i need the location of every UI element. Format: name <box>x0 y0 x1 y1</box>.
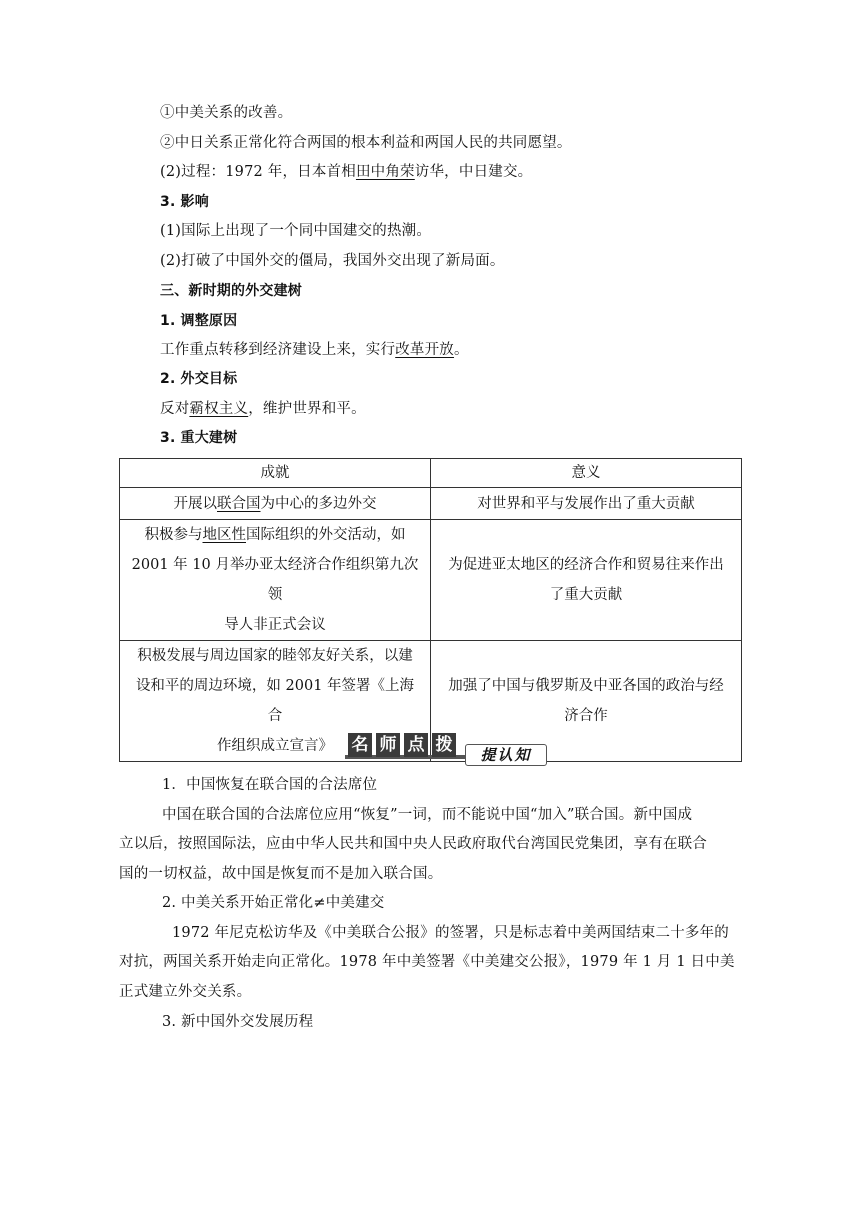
table-row <box>120 520 742 641</box>
note-paragraph-2-line: 对抗，两国关系开始走向正常化。1978 年中美签署《中美建交公报》，1979 年 1 月 1 日中美 <box>119 954 735 970</box>
heading-major-achievements: 3. 重大建树 <box>160 430 238 446</box>
item-impact-2: (2)打破了中国外交的僵局，我国外交出现了新局面。 <box>160 253 505 269</box>
item-impact-1: (1)国际上出现了一个同中国建交的热潮。 <box>160 223 432 239</box>
item-sino-us-improvement: ①中美关系的改善。 <box>160 105 293 121</box>
item-diplomatic-goal: 反对霸权主义，维护世界和平。 <box>160 401 366 417</box>
note-paragraph-1-line: 立以后，按照国际法，应由中华人民共和国中央人民政府取代台湾国民党集团，享有在联合 <box>119 836 707 852</box>
banner-char: 师 <box>376 733 400 757</box>
underlined-term: 改革开放 <box>395 342 455 358</box>
achievements-table <box>119 458 742 762</box>
header-achievement: 成就 <box>120 459 431 488</box>
note-heading-1: 1．中国恢复在联合国的合法席位 <box>162 777 378 793</box>
cell-achievement: 积极参与地区性国际组织的外交活动，如 2001 年 10 月举办亚太经济合作组织第九次领 导人非正式会议 <box>120 520 431 641</box>
table-header-row <box>120 459 742 488</box>
heading-diplomatic-goal: 2. 外交目标 <box>160 371 238 387</box>
heading-adjust-reason: 1. 调整原因 <box>160 313 238 329</box>
banner-char: 点 <box>404 733 428 757</box>
note-heading-2: 2. 中美关系开始正常化≠中美建交 <box>162 895 385 911</box>
table-row <box>120 488 742 520</box>
header-significance: 意义 <box>431 459 742 488</box>
underlined-term: 田中角荣 <box>355 164 415 180</box>
underlined-term: 霸权主义 <box>189 401 249 417</box>
heading-impact: 3. 影响 <box>160 194 209 210</box>
note-paragraph-1-line: 国的一切权益，故中国是恢复而不是加入联合国。 <box>119 866 443 882</box>
note-heading-3: 3. 新中国外交发展历程 <box>162 1014 314 1030</box>
teacher-tips-banner <box>345 733 545 765</box>
cell-achievement: 开展以联合国为中心的多边外交 <box>120 488 431 520</box>
banner-char: 拨 <box>432 733 456 757</box>
underlined-term: 联合国 <box>217 495 261 512</box>
underlined-term: 地区性 <box>202 527 246 543</box>
note-paragraph-2-line: 1972 年尼克松访华及《中美联合公报》的签署，只是标志着中美两国结束二十多年的 <box>172 925 730 941</box>
cell-achievement: 积极发展与周边国家的睦邻友好关系，以建 设和平的周边环境，如 2001 年签署《上海合 作组织成立宣言》 <box>120 641 431 762</box>
item-adjust-reason: 工作重点转移到经济建设上来，实行改革开放。 <box>160 342 469 358</box>
cell-significance: 对世界和平与发展作出了重大贡献 <box>431 488 742 520</box>
item-sino-japan-interest: ②中日关系正常化符合两国的根本利益和两国人民的共同愿望。 <box>160 135 572 151</box>
note-paragraph-2-line: 正式建立外交关系。 <box>119 984 252 1000</box>
banner-char: 名 <box>348 733 372 757</box>
note-paragraph-1-line: 中国在联合国的合法席位应用“恢复”一词，而不能说中国“加入”联合国。新中国成 <box>162 807 693 823</box>
section-heading-new-period: 三、新时期的外交建树 <box>160 283 302 299</box>
banner-subtitle: 提认知 <box>465 744 547 766</box>
cell-significance: 加强了中国与俄罗斯及中亚各国的政治与经 济合作 <box>431 641 742 762</box>
item-process: (2)过程：1972 年，日本首相田中角荣访华，中日建交。 <box>160 164 533 180</box>
cell-significance: 为促进亚太地区的经济合作和贸易往来作出 了重大贡献 <box>431 520 742 641</box>
